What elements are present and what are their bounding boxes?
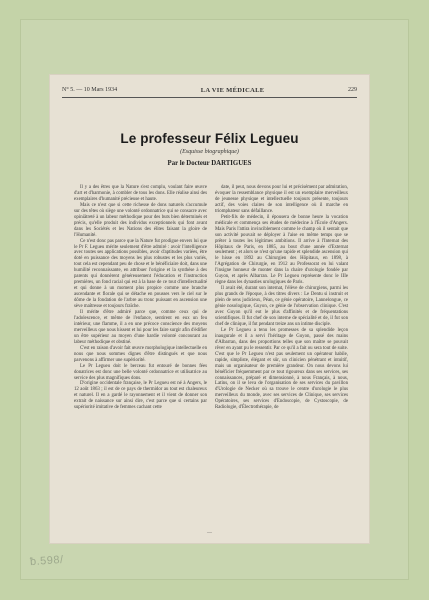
article-subtitle: (Esquisse biographique) bbox=[180, 149, 239, 155]
paragraph: Il y a des êtres que la Nature s'est complu, voulant faire œuvre d'art et d'harmonie, à combler de tous les dons. Elle réalise ainsi des exemplaires d'humanité précieuse et haute. bbox=[74, 185, 207, 202]
paragraph: D'origine occidentale française, le Pr Legueu est né à Angers, le 12 août 1863 ; il est de ce pays de thermidor au tout est chaleureux et naturel. Il en a gardé le rayonnement et il vient de donner son extrait de naissance sur ainsi dire, c'est parce que si certains par supériorité imitative de femmes cachant cette bbox=[74, 381, 207, 411]
issue-info: N° 5. — 10 Mars 1934 bbox=[62, 87, 118, 93]
journal-page bbox=[50, 75, 369, 543]
paragraph: C'est en raison d'avoir fait œuvre morphologique intellectuelle en nous que nous sommes dignes d'être distingués et que nous parvenons à affirmer une supériorité. bbox=[74, 345, 207, 363]
left-column bbox=[74, 185, 207, 411]
page-end-mark: — bbox=[207, 531, 212, 536]
archive-stamp: ƀ.598/ bbox=[29, 553, 64, 569]
right-column bbox=[215, 185, 348, 411]
page-number: 229 bbox=[347, 87, 357, 93]
article-body bbox=[74, 185, 349, 411]
running-header bbox=[62, 85, 357, 95]
header-rule bbox=[62, 97, 357, 98]
paragraph: Il mérite d'être admiré parce que, comme ceux qui de l'adolescence, et même de l'enfance, sentirent en eux un feu intérieur, une flamme, il a en une précoce conscience des moyens merveilleux que nous hissent et lui pour les faire surgir afin d'édifier un être supérieur au moyen d'une hardie volonté concourant au labeur méthodique et obstiné. bbox=[74, 310, 207, 345]
article-title: Le professeur Félix Legueu bbox=[120, 131, 299, 146]
paragraph: Mais ce n'est que si cette richesse de dons naturels s'accumule sur des têtes où siège une volonté ordonnatrice qui se consacre avec opiniâtreté à un labeur méthodique pour des buts bien déterminés et précis, qu'elle produit des individus exceptionnels qui font avant dans les Sociétés et les Nations des élites faisant la gloire de l'Humanité. bbox=[74, 202, 207, 238]
paragraph: Le Pr Legueu a tenu les promesses de sa splendide leçon inaugurale et il a servi l'héritage de Guyon, passé des mains d'Albarran, dans des proportions telles que son maître se pouvait rêver en ayant pu le ressentir. Par ce qu'il a fait ou sera tout de suite. C'est que le Pr Legueu n'est pas seulement un opérateur habile, rapide, simpliste, élégant et sûr, un clinicien pénétrant et intuitif, mais un organisateur de première grandeur. On nous devons lui bénéficier fréquemment par ce tout rigoureux dans ses services, ses connaissances, préparé et dimensionné, à nous Français, à nous, Latins, on il se leva de l'organisation de ses services du pavillon d'Urologie de Necker où sa trouve le centre d'urologie le plus merveilleux du monde, avec ses services de Clinique, ses services Opératoires, ses services d'Endoscopie, de Cystoscopie, de Radiologie, d'Électrothérapie, de bbox=[215, 327, 348, 411]
paragraph: Ce n'est donc pas parce que la Nature fut prodigue envers lui que le Pr F. Legueu mérite seulement d'être admiré : avoir l'intelligence avec toutes ses applications possibles, avoir d'aptitudes variées, être doté en puissance des moyens les plus robustes et les plus variés, tout cela est cependant peu de chose et le bénéficiaire doit, dans une humilité reconnaissante, en attribuer l'origine et la synthèse à des parents qui donnèrent généreusement l'éducation et l'instruction premières, un fond racial qui est à la base de ce tout d'intellectualité et qui donne à un moment plus propice comme une branche ascendante et florale qui se détache en pousses vers le ciel sur le dôme de la fondation de l'arbre au tronc puissant en ascension une sève maîtresse et toujours fraîche. bbox=[74, 238, 207, 310]
journal-name: LA VIE MÉDICALE bbox=[200, 86, 265, 94]
paragraph: Il avait été, durant son internat, l'élève de chirurgiens, parmi les plus grands de l'époque, à des titres divers : Le Dentu si instruit et plein de sens judicieux, Péan, ce génie opératoire, Lannelongue, ce génie nosologique, Guyon, ce génie de l'observation clinique. C'est avec Guyon qu'il eut le plus d'affinités et de fréquentations scientifiques. Il fut chef de son interne de spécialité et de, il fut son chef de clinique, il fut pendant treize ans un intime disciple. bbox=[215, 286, 348, 327]
paragraph: Le Pr Legueu doit le berceau fut entouré de bonnes fées donatrices est donc une belle volonté ordonnatrice et utilisatrice au service des plus magnifiques dons. bbox=[74, 363, 207, 381]
paragraph: Petit-fils de médecin, il épousera de bonne heure la vocation médicale et commença ses études de médecine à l'École d'Angers. Mais Paris l'attira invinciblement comme le champ où il sentait que son activité pouvait se déployer à l'aise en même temps que se prêter à toutes les légitimes ambitions. Il arrive à l'Internat des Hôpitaux de Paris, en 1885, au bout d'une année d'Externat seulement ; et alors se n'est qu'une rapide et splendide ascension qui le hisse en 1892 au Chirurgien des Hôpitaux, en 1898, à l'Agrégation de Chirurgie, en 1912 au Professorat en lui valant l'insigne honneur de monter dans la chaire d'urologie fondée par Guyon, et après Albarran. Le Pr Legueu représente donc le IIIe règne dans les dynasties urologiques de Paris. bbox=[215, 214, 348, 286]
article-byline: Par le Docteur DARTIGUES bbox=[167, 160, 252, 167]
paragraph: date, il peut, nous devons pour lui et précisément par admiration, évoquer la ressemblance physique il est un exemplaire merveilleux de jeunesse physique et intellectuelle toujours présente, toujours actif, des voies claires de son intelligence où il marche en triomphateur sans défaillance. bbox=[215, 185, 348, 214]
